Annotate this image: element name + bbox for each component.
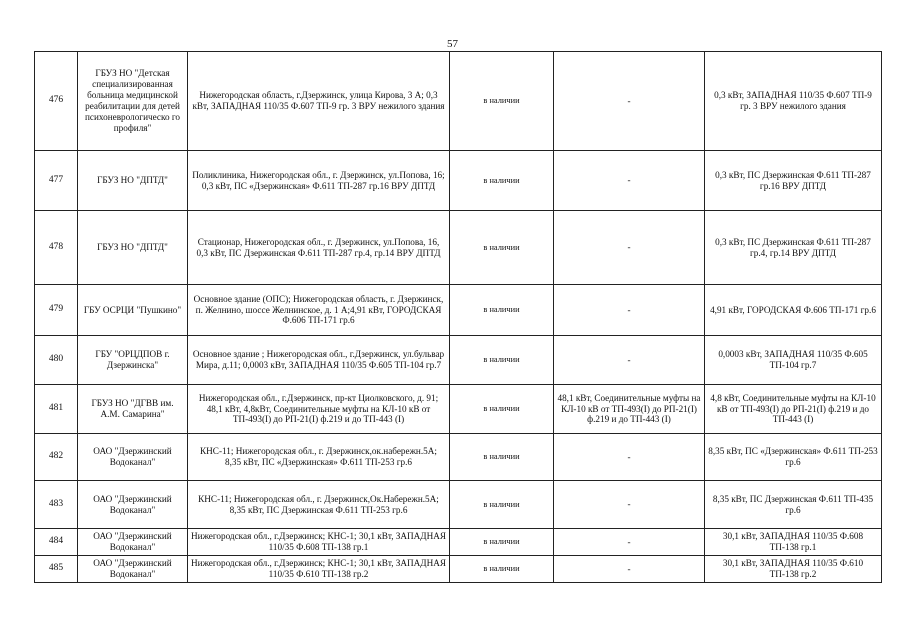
power-source: 4,8 кВт, Соединительные муфты на КЛ-10 кВ от ТП-493(I) до РП-21(I) ф.219 и до ТП-443 (I) xyxy=(705,385,882,434)
organization-name: ГБУЗ НО "Детская специализированная больница медицинской реабилитации для детей психоневрологическо го профиля" xyxy=(78,52,188,151)
availability-status: в наличии xyxy=(450,529,554,556)
power-source: 0,3 кВт, ПС Дзержинская Ф.611 ТП-287 гр.4, гр.14 ВРУ ДПТД xyxy=(705,211,882,285)
connection-detail: - xyxy=(554,434,705,481)
row-number: 482 xyxy=(35,434,78,481)
row-number: 476 xyxy=(35,52,78,151)
object-address: Нижегородская обл., г.Дзержинск; КНС-1; 30,1 кВт, ЗАПАДНАЯ 110/35 Ф.608 ТП-138 гр.1 xyxy=(188,529,450,556)
table-row xyxy=(35,211,882,285)
object-address: КНС-11; Нижегородская обл., г. Дзержинск,ок.набережн.5А; 8,35 кВт, ПС «Дзержинская» Ф.611 ТП-253 гр.6 xyxy=(188,434,450,481)
object-address: Основное здание (ОПС); Нижегородская область, г. Дзержинск, п. Желнино, шоссе Желнинское, д. 1 А;4,91 кВт, ГОРОДСКАЯ Ф.606 ТП-171 гр.6 xyxy=(188,285,450,336)
page-number: 57 xyxy=(447,38,458,50)
table-row xyxy=(35,385,882,434)
power-source: 8,35 кВт, ПС Дзержинская Ф.611 ТП-435 гр.6 xyxy=(705,481,882,529)
row-number: 479 xyxy=(35,285,78,336)
connection-detail: - xyxy=(554,556,705,583)
organization-name: ОАО "Дзержинский Водоканал" xyxy=(78,481,188,529)
availability-status: в наличии xyxy=(450,556,554,583)
organization-name: ГБУЗ НО "ДПТД" xyxy=(78,211,188,285)
row-number: 481 xyxy=(35,385,78,434)
row-number: 477 xyxy=(35,151,78,211)
availability-status: в наличии xyxy=(450,385,554,434)
row-number: 483 xyxy=(35,481,78,529)
table-row xyxy=(35,556,882,583)
organization-name: ОАО "Дзержинский Водоканал" xyxy=(78,529,188,556)
data-table xyxy=(34,51,882,583)
table-row xyxy=(35,481,882,529)
object-address: КНС-11; Нижегородская обл., г. Дзержинск,Ок.Набережн.5А; 8,35 кВт, ПС Дзержинская Ф.611 ТП-253 гр.6 xyxy=(188,481,450,529)
connection-detail: - xyxy=(554,52,705,151)
table-row xyxy=(35,529,882,556)
power-source: 0,0003 кВт, ЗАПАДНАЯ 110/35 Ф.605 ТП-104 гр.7 xyxy=(705,336,882,385)
row-number: 485 xyxy=(35,556,78,583)
organization-name: ГБУЗ НО "ДПТД" xyxy=(78,151,188,211)
table-row xyxy=(35,285,882,336)
organization-name: ОАО "Дзержинский Водоканал" xyxy=(78,434,188,481)
availability-status: в наличии xyxy=(450,52,554,151)
connection-detail: 48,1 кВт, Соединительные муфты на КЛ-10 кВ от ТП-493(I) до РП-21(I) ф.219 и до ТП-443 (I) xyxy=(554,385,705,434)
connection-detail: - xyxy=(554,211,705,285)
availability-status: в наличии xyxy=(450,151,554,211)
table-row xyxy=(35,336,882,385)
power-source: 8,35 кВт, ПС «Дзержинская» Ф.611 ТП-253 гр.6 xyxy=(705,434,882,481)
object-address: Нижегородская область, г.Дзержинск, улица Кирова, 3 А; 0,3 кВт, ЗАПАДНАЯ 110/35 Ф.607 ТП-9 гр. 3 ВРУ нежилого здания xyxy=(188,52,450,151)
organization-name: ОАО "Дзержинский Водоканал" xyxy=(78,556,188,583)
power-source: 30,1 кВт, ЗАПАДНАЯ 110/35 Ф.608 ТП-138 гр.1 xyxy=(705,529,882,556)
availability-status: в наличии xyxy=(450,434,554,481)
availability-status: в наличии xyxy=(450,481,554,529)
organization-name: ГБУ "ОРЦДПОВ г. Дзержинска" xyxy=(78,336,188,385)
table-row xyxy=(35,434,882,481)
connection-detail: - xyxy=(554,151,705,211)
object-address: Нижегородская обл., г.Дзержинск; КНС-1; 30,1 кВт, ЗАПАДНАЯ 110/35 Ф.610 ТП-138 гр.2 xyxy=(188,556,450,583)
table-row xyxy=(35,151,882,211)
row-number: 484 xyxy=(35,529,78,556)
organization-name: ГБУ ОСРЦИ "Пушкино" xyxy=(78,285,188,336)
organization-name: ГБУЗ НО "ДГВВ им. А.М. Самарина" xyxy=(78,385,188,434)
connection-detail: - xyxy=(554,336,705,385)
row-number: 480 xyxy=(35,336,78,385)
connection-detail: - xyxy=(554,481,705,529)
availability-status: в наличии xyxy=(450,285,554,336)
object-address: Поликлиника, Нижегородская обл., г. Дзержинск, ул.Попова, 16; 0,3 кВт, ПС «Дзержинская» Ф.611 ТП-287 гр.16 ВРУ ДПТД xyxy=(188,151,450,211)
power-source: 0,3 кВт, ЗАПАДНАЯ 110/35 Ф.607 ТП-9 гр. 3 ВРУ нежилого здания xyxy=(705,52,882,151)
row-number: 478 xyxy=(35,211,78,285)
power-source: 30,1 кВт, ЗАПАДНАЯ 110/35 Ф.610 ТП-138 гр.2 xyxy=(705,556,882,583)
table-row xyxy=(35,52,882,151)
connection-detail: - xyxy=(554,285,705,336)
object-address: Основное здание ; Нижегородская обл., г.Дзержинск, ул.бульвар Мира, д.11; 0,0003 кВт, ЗАПАДНАЯ 110/35 Ф.605 ТП-104 гр.7 xyxy=(188,336,450,385)
object-address: Стационар, Нижегородская обл., г. Дзержинск, ул.Попова, 16, 0,3 кВт, ПС Дзержинская Ф.611 ТП-287 гр.4, гр.14 ВРУ ДПТД xyxy=(188,211,450,285)
connection-detail: - xyxy=(554,529,705,556)
availability-status: в наличии xyxy=(450,211,554,285)
power-source: 4,91 кВт, ГОРОДСКАЯ Ф.606 ТП-171 гр.6 xyxy=(705,285,882,336)
object-address: Нижегородская обл., г.Дзержинск, пр-кт Циолковского, д. 91; 48,1 кВт, 4,8кВт, Соединительные муфты на КЛ-10 кВ от ТП-493(I) до РП-21(I) ф.219 и до ТП-443 (I) xyxy=(188,385,450,434)
power-source: 0,3 кВт, ПС Дзержинская Ф.611 ТП-287 гр.16 ВРУ ДПТД xyxy=(705,151,882,211)
availability-status: в наличии xyxy=(450,336,554,385)
